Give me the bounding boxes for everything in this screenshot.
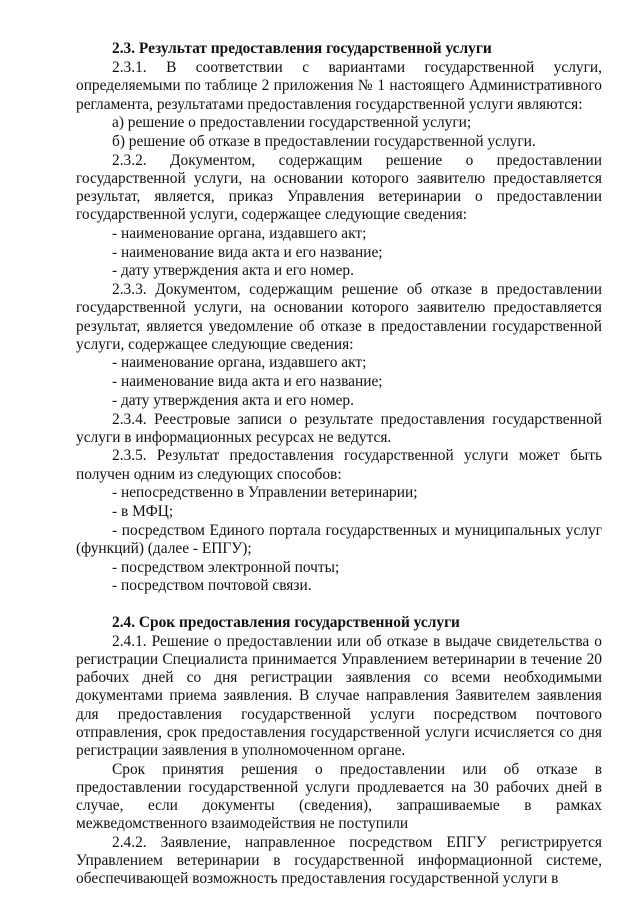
paragraph-2-4-1-extension: Срок принятия решения о предоставлении или об отказе в предоставлении государственной услуги продлевается на 30 рабочих дней в случае, если документы (сведения), запрашиваемые в рамках межведомственного взаимодействия не поступили: [76, 760, 602, 833]
list-item: - наименование вида акта и его название;: [112, 243, 383, 261]
paragraph-2-3-4: 2.3.4. Реестровые записи о результате предоставления государственной услуги в информационных ресурсах не ведутся.: [76, 410, 602, 446]
section-2-4-heading: 2.4. Срок предоставления государственной услуги: [112, 613, 460, 631]
paragraph-2-3-2: 2.3.2. Документом, содержащим решение о предоставлении государственной услуги, на основании которого заявителю предоставляется результат, является, приказ Управления ветеринарии о предоставлении государственной услуги, содержащее следующие сведения:: [76, 151, 602, 224]
list-item-result-a: а) решение о предоставлении государственной услуги;: [112, 114, 472, 132]
section-2-3-heading: 2.3. Результат предоставления государственной услуги: [112, 40, 492, 57]
list-item: - посредством Единого портала государственных и муниципальных услуг (функций) (далее - ЕПГУ);: [76, 521, 602, 557]
list-item-result-b: б) решение об отказе в предоставлении государственной услуги.: [112, 133, 536, 151]
list-item: - посредством почтовой связи.: [112, 577, 312, 595]
list-item: - наименование органа, издавшего акт;: [112, 354, 367, 372]
paragraph-2-4-1: 2.4.1. Решение о предоставлении или об отказе в выдаче свидетельства о регистрации Специалиста принимается Управлением ветеринарии в течение 20 рабочих дней со дня регистрации заявления со всеми необходимыми документами приема заявления. В случае направления Заявителем заявления для предоставления государственной услуги посредством почтового отправления, срок предоставления государственной услуги исчисляется со дня регистрации заявления в уполномоченном органе.: [76, 632, 602, 760]
list-item: - дату утверждения акта и его номер.: [112, 391, 354, 409]
list-item: - наименование вида акта и его название;: [112, 373, 383, 391]
paragraph-2-3-3: 2.3.3. Документом, содержащим решение об отказе в предоставлении государственной услуги, на основании которого заявителю предоставляется результат, является уведомление об отказе в предоставлении государственной услуги, содержащее следующие сведения:: [76, 281, 602, 353]
list-item: - в МФЦ;: [112, 503, 174, 521]
paragraph-2-3-5: 2.3.5. Результат предоставления государственной услуги может быть получен одним из следующих способов:: [76, 447, 602, 483]
list-item: - дату утверждения акта и его номер.: [112, 262, 354, 280]
list-item: - посредством электронной почты;: [112, 558, 340, 576]
paragraph-2-4-2: 2.4.2. Заявление, направленное посредством ЕПГУ регистрируется Управлением ветеринарии в государственной информационной системе, обеспечивающей возможность предоставления государственной услуги в: [76, 834, 602, 888]
list-item: - наименование органа, издавшего акт;: [112, 225, 367, 243]
list-item: - непосредственно в Управлении ветеринарии;: [112, 484, 418, 502]
paragraph-2-3-1: 2.3.1. В соответствии с вариантами государственной услуги, определяемыми по таблице 2 приложения № 1 настоящего Административного регламента, результатами предоставления государственной услуги являются:: [76, 59, 602, 113]
